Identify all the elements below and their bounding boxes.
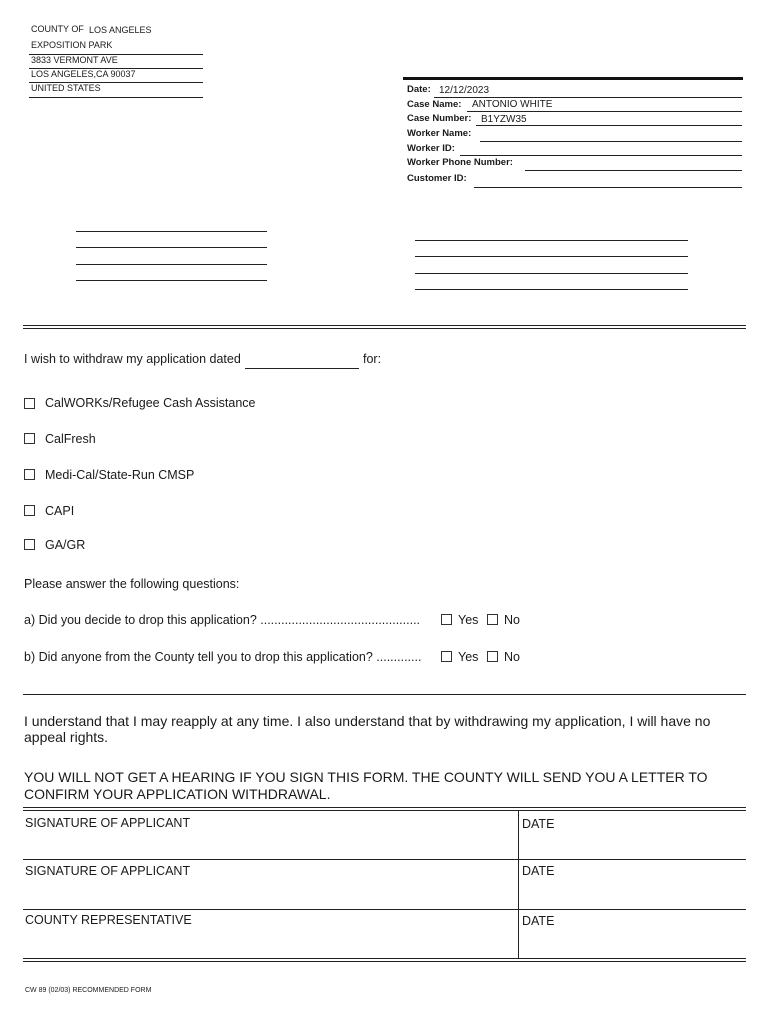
table-rule	[23, 807, 746, 808]
no-label: No	[504, 650, 520, 664]
case-name-label: Case Name:	[407, 99, 462, 110]
checkbox-no[interactable]	[487, 651, 498, 662]
blank-line[interactable]	[76, 280, 267, 281]
reapply-notice: I understand that I may reapply at any time. I also understand that by withdrawing my application, I will have no appeal rights.	[24, 713, 711, 745]
date-label: DATE	[522, 817, 555, 831]
date-label: DATE	[522, 864, 555, 878]
worker-id-line[interactable]	[460, 155, 742, 156]
blank-line[interactable]	[76, 231, 267, 232]
worker-id-label: Worker ID:	[407, 143, 455, 154]
case-number-value: B1YZW35	[481, 114, 527, 125]
checkbox-medi-cal[interactable]	[24, 469, 35, 480]
checkbox-no[interactable]	[487, 614, 498, 625]
section-rule	[23, 325, 746, 326]
signature-label: SIGNATURE OF APPLICANT	[25, 864, 191, 878]
yes-label: Yes	[458, 613, 479, 627]
program-label: CAPI	[45, 504, 75, 518]
worker-phone-label: Worker Phone Number:	[407, 157, 513, 168]
withdraw-text: I wish to withdraw my application dated	[24, 352, 241, 366]
case-number-line	[476, 125, 742, 126]
case-number-label: Case Number:	[407, 113, 472, 124]
questions-intro: Please answer the following questions:	[24, 577, 240, 591]
table-rule	[23, 958, 746, 959]
divider	[29, 97, 203, 98]
table-rule	[23, 961, 746, 962]
table-rule	[23, 810, 746, 811]
form-footer: CW 89 (02/03) RECOMMENDED FORM	[25, 987, 152, 994]
column-divider	[518, 810, 519, 958]
blank-line[interactable]	[415, 289, 688, 290]
date-line	[434, 97, 742, 98]
yes-label: Yes	[458, 650, 479, 664]
checkbox-ga-gr[interactable]	[24, 539, 35, 550]
blank-line[interactable]	[76, 264, 267, 265]
section-rule	[23, 328, 746, 329]
checkbox-yes[interactable]	[441, 651, 452, 662]
question-text: b) Did anyone from the County tell you to drop this application? .............	[24, 650, 422, 664]
application-date-line[interactable]	[245, 368, 359, 369]
program-label: GA/GR	[45, 538, 86, 552]
customer-id-label: Customer ID:	[407, 173, 467, 184]
date-value: 12/12/2023	[439, 85, 490, 96]
case-name-line	[467, 111, 742, 112]
withdraw-for-text: for:	[363, 352, 382, 366]
date-label: DATE	[522, 914, 555, 928]
blank-line[interactable]	[415, 273, 688, 274]
hearing-warning: YOU WILL NOT GET A HEARING IF YOU SIGN THIS FORM. THE COUNTY WILL SEND YOU A LETTER TO CONFIRM YOUR APPLICATION WITHDRAWAL.	[24, 769, 708, 802]
section-rule	[23, 694, 746, 695]
program-label: CalWORKs/Refugee Cash Assistance	[45, 396, 256, 410]
address-line-4: UNITED STATES	[31, 83, 101, 93]
program-label: Medi-Cal/State-Run CMSP	[45, 468, 195, 482]
case-name-value: ANTONIO WHITE	[472, 99, 553, 110]
customer-id-line[interactable]	[474, 187, 742, 188]
checkbox-capi[interactable]	[24, 505, 35, 516]
blank-line[interactable]	[415, 240, 688, 241]
question-text: a) Did you decide to drop this application? ..............................................	[24, 613, 421, 627]
checkbox-calfresh[interactable]	[24, 433, 35, 444]
county-prefix: COUNTY OF	[31, 24, 84, 34]
signature-label: SIGNATURE OF APPLICANT	[25, 816, 191, 830]
program-label: CalFresh	[45, 432, 96, 446]
checkbox-yes[interactable]	[441, 614, 452, 625]
address-line-1: EXPOSITION PARK	[31, 40, 113, 50]
row-rule	[23, 859, 746, 860]
row-rule	[23, 909, 746, 910]
county-name: LOS ANGELES	[89, 25, 152, 35]
signature-label: COUNTY REPRESENTATIVE	[25, 913, 192, 927]
case-info-top-rule	[403, 77, 743, 80]
blank-line[interactable]	[76, 247, 267, 248]
address-line-3: LOS ANGELES,CA 90037	[31, 69, 136, 79]
checkbox-calworks[interactable]	[24, 398, 35, 409]
worker-phone-line[interactable]	[525, 170, 742, 171]
date-label: Date:	[407, 84, 431, 95]
no-label: No	[504, 613, 520, 627]
worker-name-line[interactable]	[480, 141, 742, 142]
address-line-2: 3833 VERMONT AVE	[31, 55, 118, 65]
blank-line[interactable]	[415, 256, 688, 257]
worker-name-label: Worker Name:	[407, 128, 472, 139]
